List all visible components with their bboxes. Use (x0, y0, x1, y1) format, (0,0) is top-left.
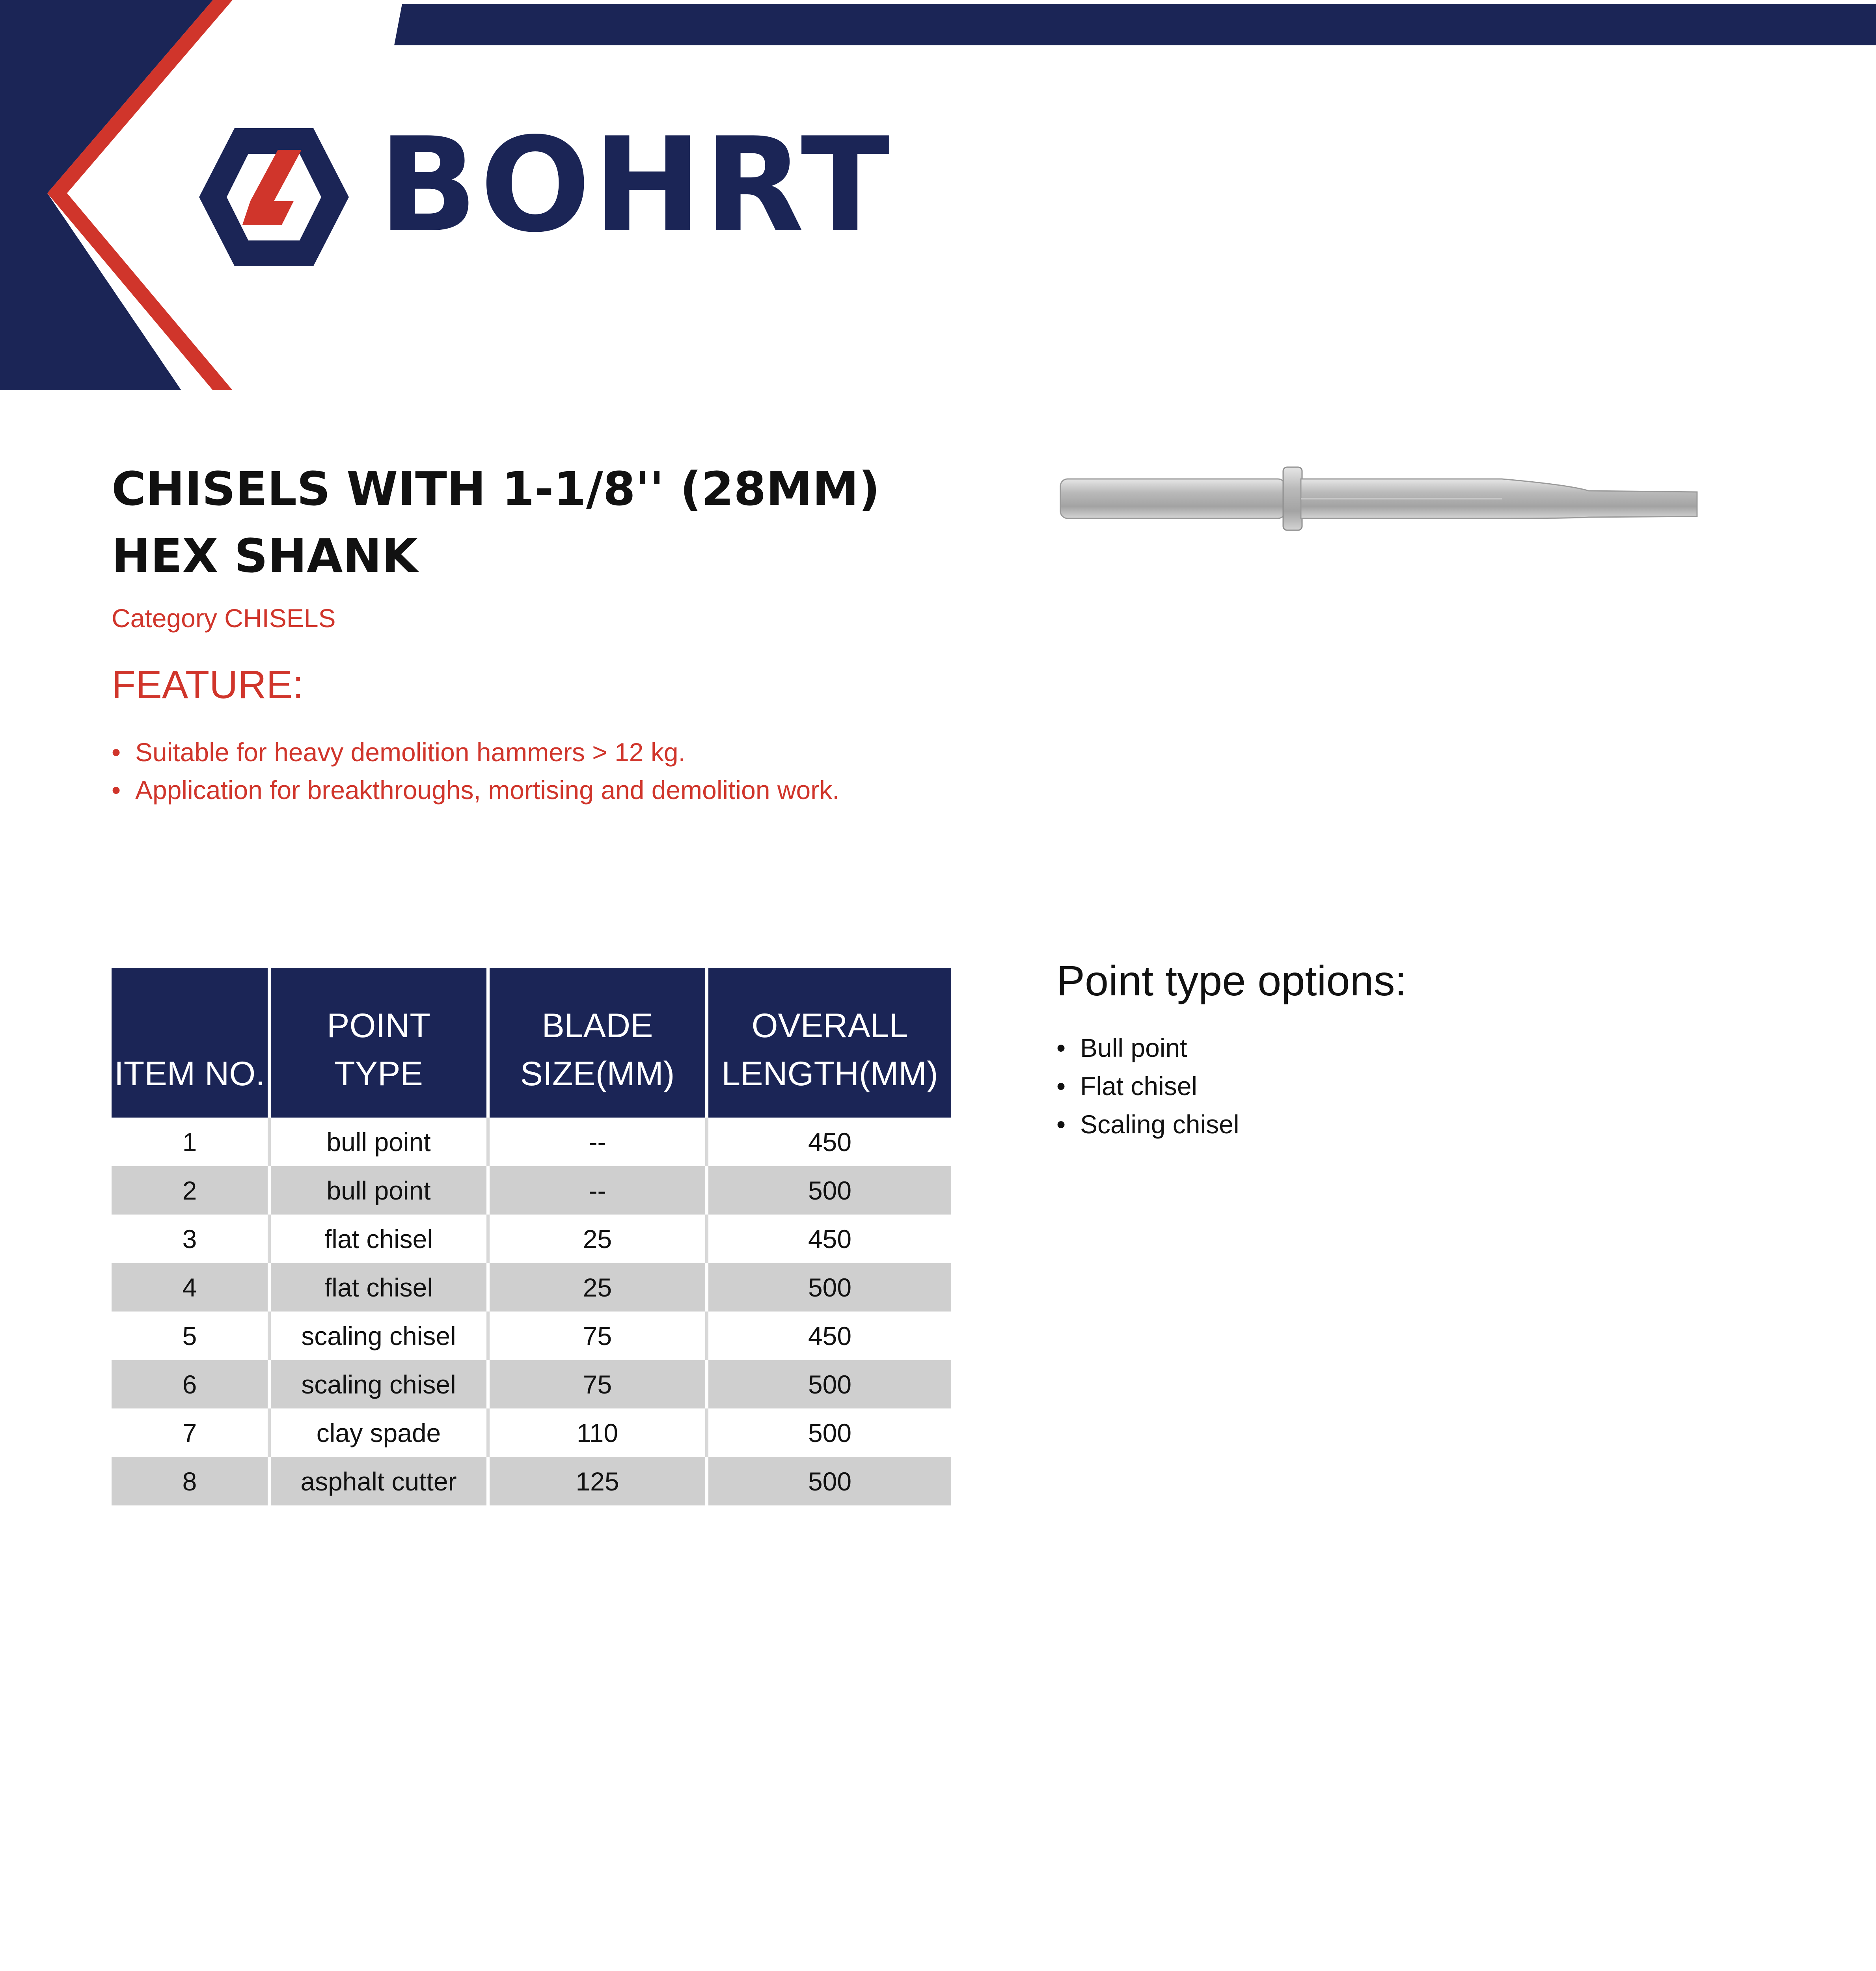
feature-item: • Suitable for heavy demolition hammers > 12 kg. (112, 733, 840, 771)
cell-blade-size: 75 (488, 1312, 707, 1360)
table-row (112, 1408, 951, 1457)
header-overall-length: OVERALL LENGTH(MM) (707, 968, 951, 1118)
table-row (112, 1457, 951, 1505)
cell-point-type: bull point (269, 1166, 488, 1215)
point-options-list (1056, 1029, 1239, 1144)
cell-point-type: bull point (269, 1118, 488, 1166)
cell-blade-size: 75 (488, 1360, 707, 1408)
table-row (112, 1263, 951, 1312)
cell-overall-length: 500 (707, 1457, 951, 1505)
cell-overall-length: 500 (707, 1360, 951, 1408)
point-option-item: • Scaling chisel (1056, 1105, 1239, 1144)
cell-overall-length: 450 (808, 1127, 852, 1157)
spec-table (112, 968, 951, 1505)
cell-item-no: 8 (112, 1457, 269, 1505)
cell-point-type: asphalt cutter (269, 1457, 488, 1505)
chisel-image (1056, 461, 1703, 532)
feature-heading: FEATURE: (112, 663, 304, 707)
cell-blade-size: 125 (488, 1457, 707, 1505)
cell-item-no: 1 (112, 1118, 269, 1166)
banner-top-bar (394, 4, 1876, 45)
cell-overall-length: 450 (808, 1224, 852, 1254)
page-title: CHISELS WITH 1-1/8'' (28MM) HEX SHANK (112, 462, 880, 583)
table-row (112, 1360, 951, 1408)
table-row (112, 1166, 951, 1215)
cell-item-no: 3 (112, 1215, 269, 1263)
cell-point-type: flat chisel (269, 1263, 488, 1312)
point-option-item: • Flat chisel (1056, 1067, 1239, 1105)
cell-blade-size: 25 (488, 1263, 707, 1312)
cell-point-type: scaling chisel (269, 1360, 488, 1408)
cell-blade-size: 110 (488, 1408, 707, 1457)
table-row (112, 1312, 951, 1360)
cell-item-no: 6 (112, 1360, 269, 1408)
cell-blade-size: -- (488, 1166, 707, 1215)
header-item-no: ITEM NO. (112, 968, 269, 1118)
cell-point-type: scaling chisel (269, 1312, 488, 1360)
table-row (112, 1215, 951, 1263)
table-header-row (112, 968, 951, 1118)
header-banner (0, 0, 1876, 394)
feature-list (112, 733, 840, 809)
cell-overall-length: 500 (808, 1418, 852, 1448)
feature-item: • Application for breakthroughs, mortising and demolition work. (112, 771, 840, 809)
table-row (112, 1118, 951, 1166)
cell-overall-length: 500 (707, 1263, 951, 1312)
cell-item-no: 7 (112, 1408, 269, 1457)
cell-item-no: 2 (112, 1166, 269, 1215)
cell-blade-size: -- (488, 1118, 707, 1166)
cell-point-type: clay spade (269, 1408, 488, 1457)
header-blade-size: BLADE SIZE(MM) (488, 968, 707, 1118)
cell-overall-length: 500 (707, 1166, 951, 1215)
cell-item-no: 5 (112, 1312, 269, 1360)
header-point-type: POINT TYPE (269, 968, 488, 1118)
cell-point-type: flat chisel (269, 1215, 488, 1263)
point-options-heading: Point type options: (1056, 957, 1407, 1004)
category-label: Category CHISELS (112, 604, 336, 633)
cell-overall-length: 450 (808, 1321, 852, 1351)
point-option-item: • Bull point (1056, 1029, 1239, 1067)
cell-blade-size: 25 (488, 1215, 707, 1263)
logo-mark-icon (199, 128, 349, 266)
cell-item-no: 4 (112, 1263, 269, 1312)
brand-name: BOHRT (378, 110, 892, 261)
